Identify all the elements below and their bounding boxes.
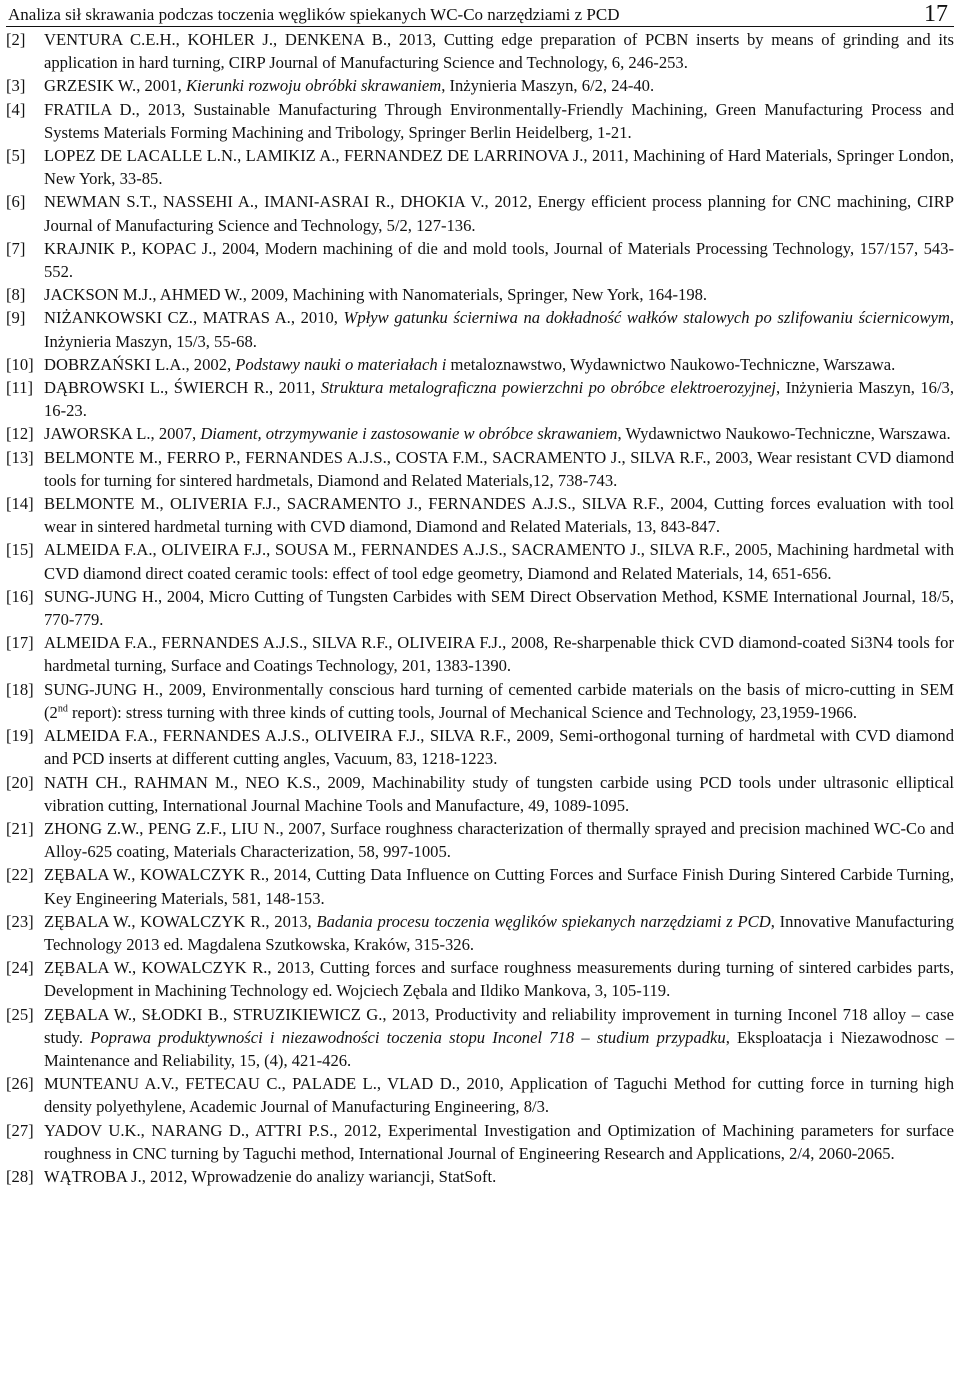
reference-text: SUNG-JUNG H., 2004, Micro Cutting of Tungsten Carbides with SEM Direct Observation Method, KSME International Journal, 18/5, 770-779. <box>44 586 954 630</box>
reference-number: [5] <box>6 146 26 166</box>
reference-text: , Inżynieria Maszyn, 16/3, 16-23. <box>44 378 955 421</box>
reference-number: [4] <box>6 99 26 119</box>
reference-text: , Inżynieria Maszyn, 15/3, 55-68. <box>44 308 954 351</box>
reference-text: ZĘBALA W., KOWALCZYK R., 2014, Cutting Data Influence on Cutting Forces and Surface Finish During Sintered Carbide Turning, Key Engineering Materials, 581, 148-153. <box>44 865 954 908</box>
reference-number: [18] <box>6 679 34 699</box>
reference-number: [12] <box>6 424 34 444</box>
reference-text: VENTURA C.E.H., KOHLER J., DENKENA B., 2013, Cutting edge preparation of PCBN inserts by means of grinding and its application in hard turning, CIRP Journal of Manufacturing Science and Technology, 6, 246-253. <box>44 30 954 73</box>
reference-text: JACKSON M.J., AHMED W., 2009, Machining with Nanomaterials, Springer, New York, 164-198. <box>44 285 708 305</box>
reference-item <box>6 1165 954 1188</box>
reference-item <box>6 422 954 445</box>
reference-item <box>6 1119 954 1165</box>
reference-number: [9] <box>6 308 26 328</box>
reference-title-italic: Wpływ gatunku ściernіwa na dokładność wałków stalowych po szlifowaniu ściernicowym <box>343 308 950 328</box>
reference-number: [6] <box>6 192 26 212</box>
reference-text: JAWORSKA L., 2007, <box>44 424 201 444</box>
reference-number: [28] <box>6 1166 34 1186</box>
reference-item <box>6 631 954 677</box>
reference-text: GRZESIK W., 2001, <box>44 76 186 96</box>
reference-number: [25] <box>6 1004 34 1024</box>
reference-item <box>6 144 954 190</box>
reference-text: NEWMAN S.T., NASSEHI A., IMANI-ASRAI R., DHOKIA V., 2012, Energy efficient process planning for CNC machining, CIRP Journal of Manufacturing Science and Technology, 5/2, 127-136. <box>44 192 954 235</box>
reference-item <box>6 538 954 584</box>
reference-number: [23] <box>6 911 34 931</box>
reference-number: [21] <box>6 818 34 838</box>
reference-item <box>6 353 954 376</box>
page-number: 17 <box>924 1 948 27</box>
reference-text: ZĘBALA W., KOWALCZYK R., 2013, <box>44 911 317 931</box>
reference-text: FRATILA D., 2013, Sustainable Manufacturing Through Environmentally-Friendly Machining, Green Manufacturing Process and Systems Materials Forming Machining and Tribology, Springer Berlin Heidelberg, 1-21. <box>44 99 954 142</box>
reference-item <box>6 237 954 283</box>
reference-text: DOBRZAŃSKI L.A., 2002, <box>44 354 236 374</box>
reference-list <box>6 28 954 1188</box>
reference-number: [26] <box>6 1074 34 1094</box>
reference-item <box>6 956 954 1002</box>
reference-text: report): stress turning with three kinds of cutting tools, Journal of Mechanical Science and Technology, 23,1959-1966. <box>67 702 858 722</box>
reference-item <box>6 910 954 956</box>
reference-item <box>6 678 954 724</box>
reference-item <box>6 28 954 74</box>
reference-title-italic: Badania procesu toczenia węglików spiekanych narzędziami z PCD <box>316 911 771 931</box>
reference-item <box>6 98 954 144</box>
reference-item <box>6 74 954 97</box>
reference-title-italic: Poprawa produktywności i niezawodności toczenia stopu Inconel 718 – studium przypadku <box>90 1027 726 1047</box>
header-title: Analiza sił skrawania podczas toczenia węglików spiekanych WC-Co narzędziami z PCD <box>8 5 620 24</box>
reference-number: [13] <box>6 447 34 467</box>
reference-text: YADOV U.K., NARANG D., ATTRI P.S., 2012, Experimental Investigation and Optimization of Machining parameters for surface roughness in CNC turning by Taguchi method, International Journal of Engineering Research and Applications, 2/4, 2060-2065. <box>44 1120 954 1163</box>
reference-number: [24] <box>6 958 34 978</box>
reference-item <box>6 306 954 352</box>
reference-item <box>6 1072 954 1118</box>
reference-item <box>6 585 954 631</box>
reference-text: NATH CH., RAHMAN M., NEO K.S., 2009, Machinability study of tungsten carbide using PCD tools under ultrasonic elliptical vibration cutting, International Journal Machine Tools and Manufacture, 49, 1089-1095. <box>44 772 954 815</box>
reference-number: [27] <box>6 1120 34 1140</box>
reference-text: nd <box>57 703 68 715</box>
reference-text: MUNTEANU A.V., FETECAU C., PALADE L., VLAD D., 2010, Application of Taguchi Method for cutting force in turning high density polyethylene, Academic Journal of Manufacturing Engineering, 8/3. <box>44 1074 954 1117</box>
reference-number: [19] <box>6 726 34 746</box>
reference-text: NIŻANKOWSKI CZ., MATRAS A., 2010, <box>44 308 344 328</box>
reference-title-italic: Kierunki rozwoju obróbki skrawaniem <box>185 76 442 96</box>
reference-item <box>6 376 954 422</box>
reference-text: WĄTROBA J., 2012, Wprowadzenie do analizy wariancji, StatSoft. <box>44 1166 497 1186</box>
reference-number: [14] <box>6 494 34 514</box>
reference-text: , Wydawnictwo Naukowo-Techniczne, Warszawa. <box>617 424 951 444</box>
reference-text: metaloznawstwo, Wydawnictwo Naukowo-Techniczne, Warszawa. <box>446 354 896 374</box>
reference-text: SUNG-JUNG H., 2009, Environmentally conscious hard turning of cemented carbide materials on the basis of micro-cutting in SEM (2 <box>44 679 954 722</box>
reference-number: [3] <box>6 76 26 96</box>
reference-item <box>6 190 954 236</box>
reference-item <box>6 863 954 909</box>
reference-number: [7] <box>6 238 26 258</box>
reference-text: LOPEZ DE LACALLE L.N., LAMIKIZ A., FERNANDEZ DE LARRINOVA J., 2011, Machining of Hard Materials, Springer London, New York, 33-85. <box>44 146 954 189</box>
reference-number: [17] <box>6 633 34 653</box>
reference-text: , Eksploatacja i Niezawodnosc – Maintenance and Reliability, 15, (4), 421-426. <box>44 1027 954 1070</box>
reference-text: DĄBROWSKI L., ŚWIERCH R., 2011, <box>44 378 321 398</box>
reference-number: [15] <box>6 540 34 560</box>
reference-item <box>6 724 954 770</box>
reference-text: BELMONTE M., OLIVERIA F.J., SACRAMENTO J., FERNANDES A.J.S., SILVA R.F., 2004, Cutting forces evaluation with tool wear in sintered hardmetal turning with CVD diamond, Diamond and Related Materials, 13, 843-847. <box>44 494 954 537</box>
reference-number: [10] <box>6 354 34 374</box>
reference-item <box>6 283 954 306</box>
reference-item <box>6 1003 954 1073</box>
reference-title-italic: Podstawy nauki o materiałach i <box>235 354 447 374</box>
reference-text: , Inżynieria Maszyn, 6/2, 24-40. <box>441 76 655 96</box>
reference-title-italic: Diament, otrzymywanie i zastosowanie w obróbce skrawaniem <box>200 424 618 444</box>
reference-text: , Innovative Manufacturing Technology 2013 ed. Magdalena Szutkowska, Kraków, 315-326. <box>44 911 955 954</box>
reference-text: ZĘBALA W., SŁODKI B., STRUZIKIEWICZ G., 2013, Productivity and reliability improvement in turning Inconel 718 alloy – case study. <box>44 1004 954 1047</box>
reference-number: [16] <box>6 586 34 606</box>
running-header <box>6 0 954 27</box>
reference-number: [20] <box>6 772 34 792</box>
reference-text: BELMONTE M., FERRO P., FERNANDES A.J.S., COSTA F.M., SACRAMENTO J., SILVA R.F., 2003, Wear resistant CVD diamond tools for turning for sintered hardmetals, Diamond and Related Materials,12, 738-743. <box>44 447 954 490</box>
reference-number: [22] <box>6 865 34 885</box>
reference-text: ZĘBALA W., KOWALCZYK R., 2013, Cutting forces and surface roughness measurements during turning of sintered carbides parts, Development in Machining Technology ed. Wojciech Zębala and Ildiko Mankova, 3, 105-119. <box>44 958 954 1001</box>
reference-text: KRAJNIK P., KOPAC J., 2004, Modern machining of die and mold tools, Journal of Materials Processing Technology, 157/157, 543-552. <box>44 238 954 282</box>
reference-text: ALMEIDA F.A., FERNANDES A.J.S., SILVA R.F., OLIVEIRA F.J., 2008, Re-sharpenable thick CVD diamond-coated Si3N4 tools for hardmetal turning, Surface and Coatings Technology, 201, 1383-1390. <box>44 633 954 676</box>
reference-text: ZHONG Z.W., PENG Z.F., LIU N., 2007, Surface roughness characterization of thermally sprayed and precision machined WC-Co and Alloy-625 coating, Materials Characterization, 58, 997-1005. <box>44 818 954 862</box>
reference-number: [2] <box>6 30 26 49</box>
reference-number: [11] <box>6 378 34 398</box>
reference-text: ALMEIDA F.A., FERNANDES A.J.S., OLIVEIRA F.J., SILVA R.F., 2009, Semi-orthogonal turning of hardmetal with CVD diamond and PCD inserts at different cutting angles, Vacuum, 83, 1218-1223. <box>44 726 954 769</box>
reference-number: [8] <box>6 285 26 305</box>
reference-item <box>6 817 954 863</box>
reference-title-italic: Struktura metalograficzna powierzchni po obróbce elektroerozyjnej <box>320 378 777 398</box>
reference-item <box>6 771 954 817</box>
reference-item <box>6 492 954 538</box>
reference-text: ALMEIDA F.A., OLIVEIRA F.J., SOUSA M., FERNANDES A.J.S., SACRAMENTO J., SILVA R.F., 2005, Machining hardmetal with CVD diamond direct coated ceramic tools: effect of tool edge geometry, Diamond and Related Materials, 14, 651-656. <box>44 540 954 583</box>
reference-item <box>6 446 954 492</box>
